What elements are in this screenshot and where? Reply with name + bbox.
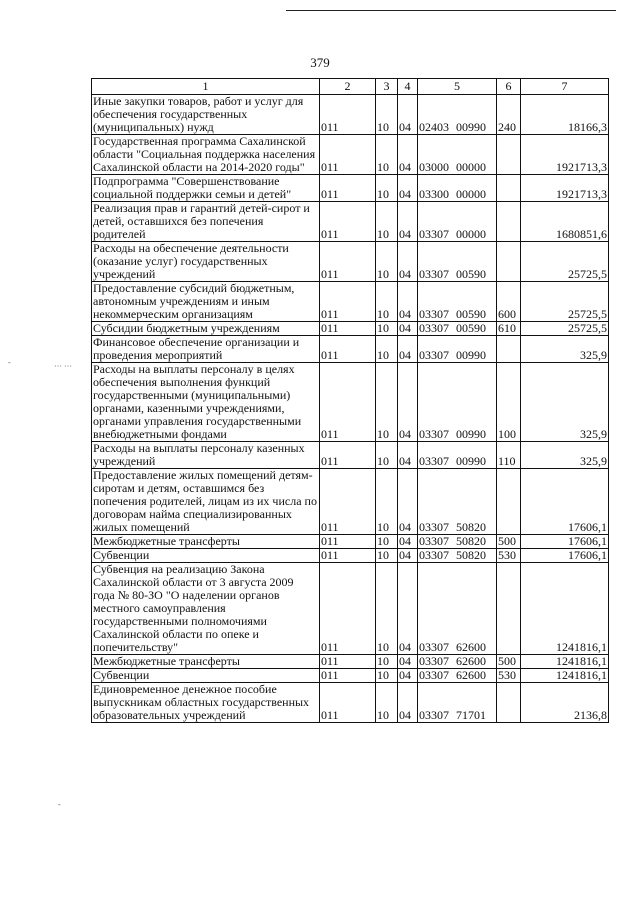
row-cs: 03307 00990 — [418, 336, 497, 363]
scan-mark-dots: ··· ··· — [54, 362, 72, 371]
row-cs: 03307 62600 — [418, 669, 497, 683]
row-pr: 04 — [398, 322, 418, 336]
row-pr: 04 — [398, 655, 418, 669]
row-sum: 18166,3 — [521, 95, 609, 135]
row-cs: 03307 00990 — [418, 363, 497, 442]
row-name: Предоставление субсидий бюджетным, автономным учреждениям и иным некоммерческим организациям — [92, 282, 320, 322]
table-row — [92, 549, 609, 563]
row-name: Субвенции — [92, 669, 320, 683]
row-rz: 10 — [376, 322, 398, 336]
row-rz: 10 — [376, 655, 398, 669]
row-cs: 03000 00000 — [418, 135, 497, 175]
row-rz: 10 — [376, 175, 398, 202]
row-vr: 530 — [497, 549, 521, 563]
row-rz: 10 — [376, 202, 398, 242]
row-vr — [497, 242, 521, 282]
row-sum: 17606,1 — [521, 469, 609, 535]
row-name: Субсидии бюджетным учреждениям — [92, 322, 320, 336]
row-vr: 530 — [497, 669, 521, 683]
header-cell-7: 7 — [521, 79, 609, 95]
row-sum: 1241816,1 — [521, 655, 609, 669]
table-row — [92, 363, 609, 442]
row-rz: 10 — [376, 535, 398, 549]
row-name: Подпрограмма "Совершенствование социальной поддержки семьи и детей" — [92, 175, 320, 202]
table-row — [92, 135, 609, 175]
row-rz: 10 — [376, 442, 398, 469]
row-sum: 25725,5 — [521, 322, 609, 336]
row-vr: 500 — [497, 535, 521, 549]
row-cs: 03300 00000 — [418, 175, 497, 202]
row-pr: 04 — [398, 135, 418, 175]
scan-mark-left: - — [8, 358, 11, 367]
table-row — [92, 322, 609, 336]
table-row — [92, 175, 609, 202]
table-row — [92, 282, 609, 322]
table-row — [92, 95, 609, 135]
row-vr — [497, 683, 521, 723]
row-grbs: 011 — [320, 202, 376, 242]
row-grbs: 011 — [320, 95, 376, 135]
row-rz: 10 — [376, 282, 398, 322]
row-grbs: 011 — [320, 135, 376, 175]
row-pr: 04 — [398, 282, 418, 322]
row-name: Единовременное денежное пособие выпускникам областных государственных образовательных учреждений — [92, 683, 320, 723]
row-name: Реализация прав и гарантий детей-сирот и детей, оставшихся без попечения родителей — [92, 202, 320, 242]
row-cs: 03307 00590 — [418, 322, 497, 336]
row-rz: 10 — [376, 669, 398, 683]
row-rz: 10 — [376, 242, 398, 282]
row-name: Расходы на выплаты персоналу в целях обеспечения выполнения функций государственными (муниципальными) органами, казенными учреждениями, органами управления государственными внебюджетными фондами — [92, 363, 320, 442]
row-vr: 500 — [497, 655, 521, 669]
row-name: Субвенции — [92, 549, 320, 563]
row-rz: 10 — [376, 336, 398, 363]
row-grbs: 011 — [320, 563, 376, 655]
budget-table — [91, 78, 609, 723]
row-sum: 25725,5 — [521, 282, 609, 322]
row-vr: 110 — [497, 442, 521, 469]
row-sum: 1680851,6 — [521, 202, 609, 242]
row-sum: 325,9 — [521, 363, 609, 442]
row-sum: 2136,8 — [521, 683, 609, 723]
row-name: Иные закупки товаров, работ и услуг для обеспечения государственных (муниципальных) нужд — [92, 95, 320, 135]
table-row — [92, 242, 609, 282]
row-cs: 03307 00590 — [418, 242, 497, 282]
row-pr: 04 — [398, 175, 418, 202]
table-row — [92, 669, 609, 683]
row-pr: 04 — [398, 683, 418, 723]
header-cell-3: 3 — [376, 79, 398, 95]
table-row — [92, 563, 609, 655]
row-sum: 1921713,3 — [521, 135, 609, 175]
row-grbs: 011 — [320, 535, 376, 549]
row-rz: 10 — [376, 135, 398, 175]
row-pr: 04 — [398, 469, 418, 535]
top-rule — [286, 10, 616, 11]
scan-mark-bottom: - — [58, 800, 61, 809]
row-pr: 04 — [398, 363, 418, 442]
row-name: Субвенция на реализацию Закона Сахалинской области от 3 августа 2009 года № 80-ЗО "О наделении органов местного самоуправления государственными полномочиями Сахалинской области по опеке и попечительству" — [92, 563, 320, 655]
row-cs: 03307 50820 — [418, 469, 497, 535]
header-cell-2: 2 — [320, 79, 376, 95]
header-cell-1: 1 — [92, 79, 320, 95]
header-row — [92, 79, 609, 95]
header-cell-5: 5 — [418, 79, 497, 95]
row-sum: 17606,1 — [521, 549, 609, 563]
row-cs: 03307 62600 — [418, 563, 497, 655]
row-name: Расходы на выплаты персоналу казенных учреждений — [92, 442, 320, 469]
row-grbs: 011 — [320, 442, 376, 469]
row-pr: 04 — [398, 563, 418, 655]
row-grbs: 011 — [320, 282, 376, 322]
page-number: 379 — [310, 55, 330, 70]
row-grbs: 011 — [320, 683, 376, 723]
table-row — [92, 469, 609, 535]
row-rz: 10 — [376, 549, 398, 563]
row-vr — [497, 336, 521, 363]
table-row — [92, 442, 609, 469]
row-pr: 04 — [398, 95, 418, 135]
table-row — [92, 683, 609, 723]
row-name: Расходы на обеспечение деятельности (оказание услуг) государственных учреждений — [92, 242, 320, 282]
table-row — [92, 202, 609, 242]
row-rz: 10 — [376, 469, 398, 535]
row-pr: 04 — [398, 669, 418, 683]
row-grbs: 011 — [320, 549, 376, 563]
row-sum: 17606,1 — [521, 535, 609, 549]
row-grbs: 011 — [320, 322, 376, 336]
row-grbs: 011 — [320, 655, 376, 669]
row-vr — [497, 563, 521, 655]
row-vr — [497, 469, 521, 535]
row-grbs: 011 — [320, 336, 376, 363]
row-sum: 325,9 — [521, 336, 609, 363]
row-cs: 03307 00000 — [418, 202, 497, 242]
row-cs: 03307 62600 — [418, 655, 497, 669]
row-vr: 610 — [497, 322, 521, 336]
table-row — [92, 535, 609, 549]
row-rz: 10 — [376, 95, 398, 135]
row-vr — [497, 135, 521, 175]
row-name: Межбюджетные трансферты — [92, 655, 320, 669]
row-cs: 03307 00590 — [418, 282, 497, 322]
row-vr: 240 — [497, 95, 521, 135]
row-name: Финансовое обеспечение организации и проведения мероприятий — [92, 336, 320, 363]
row-cs: 03307 71701 — [418, 683, 497, 723]
row-name: Государственная программа Сахалинской области "Социальная поддержка населения Сахалинской области на 2014-2020 годы" — [92, 135, 320, 175]
row-pr: 04 — [398, 535, 418, 549]
row-sum: 1921713,3 — [521, 175, 609, 202]
row-name: Предоставление жилых помещений детям-сиротам и детям, оставшимся без попечения родителей, лицам из их числа по договорам найма специализированных жилых помещений — [92, 469, 320, 535]
header-cell-4: 4 — [398, 79, 418, 95]
row-grbs: 011 — [320, 242, 376, 282]
row-rz: 10 — [376, 683, 398, 723]
header-cell-6: 6 — [497, 79, 521, 95]
row-sum: 25725,5 — [521, 242, 609, 282]
row-grbs: 011 — [320, 469, 376, 535]
row-vr: 600 — [497, 282, 521, 322]
row-name: Межбюджетные трансферты — [92, 535, 320, 549]
row-rz: 10 — [376, 363, 398, 442]
row-vr: 100 — [497, 363, 521, 442]
table-row — [92, 336, 609, 363]
row-grbs: 011 — [320, 363, 376, 442]
row-pr: 04 — [398, 336, 418, 363]
row-sum: 1241816,1 — [521, 669, 609, 683]
row-grbs: 011 — [320, 669, 376, 683]
row-sum: 325,9 — [521, 442, 609, 469]
row-pr: 04 — [398, 549, 418, 563]
row-cs: 03307 50820 — [418, 549, 497, 563]
row-pr: 04 — [398, 202, 418, 242]
row-pr: 04 — [398, 442, 418, 469]
row-rz: 10 — [376, 563, 398, 655]
row-vr — [497, 202, 521, 242]
table-row — [92, 655, 609, 669]
row-cs: 02403 00990 — [418, 95, 497, 135]
row-vr — [497, 175, 521, 202]
row-sum: 1241816,1 — [521, 563, 609, 655]
row-pr: 04 — [398, 242, 418, 282]
row-grbs: 011 — [320, 175, 376, 202]
row-cs: 03307 00990 — [418, 442, 497, 469]
row-cs: 03307 50820 — [418, 535, 497, 549]
